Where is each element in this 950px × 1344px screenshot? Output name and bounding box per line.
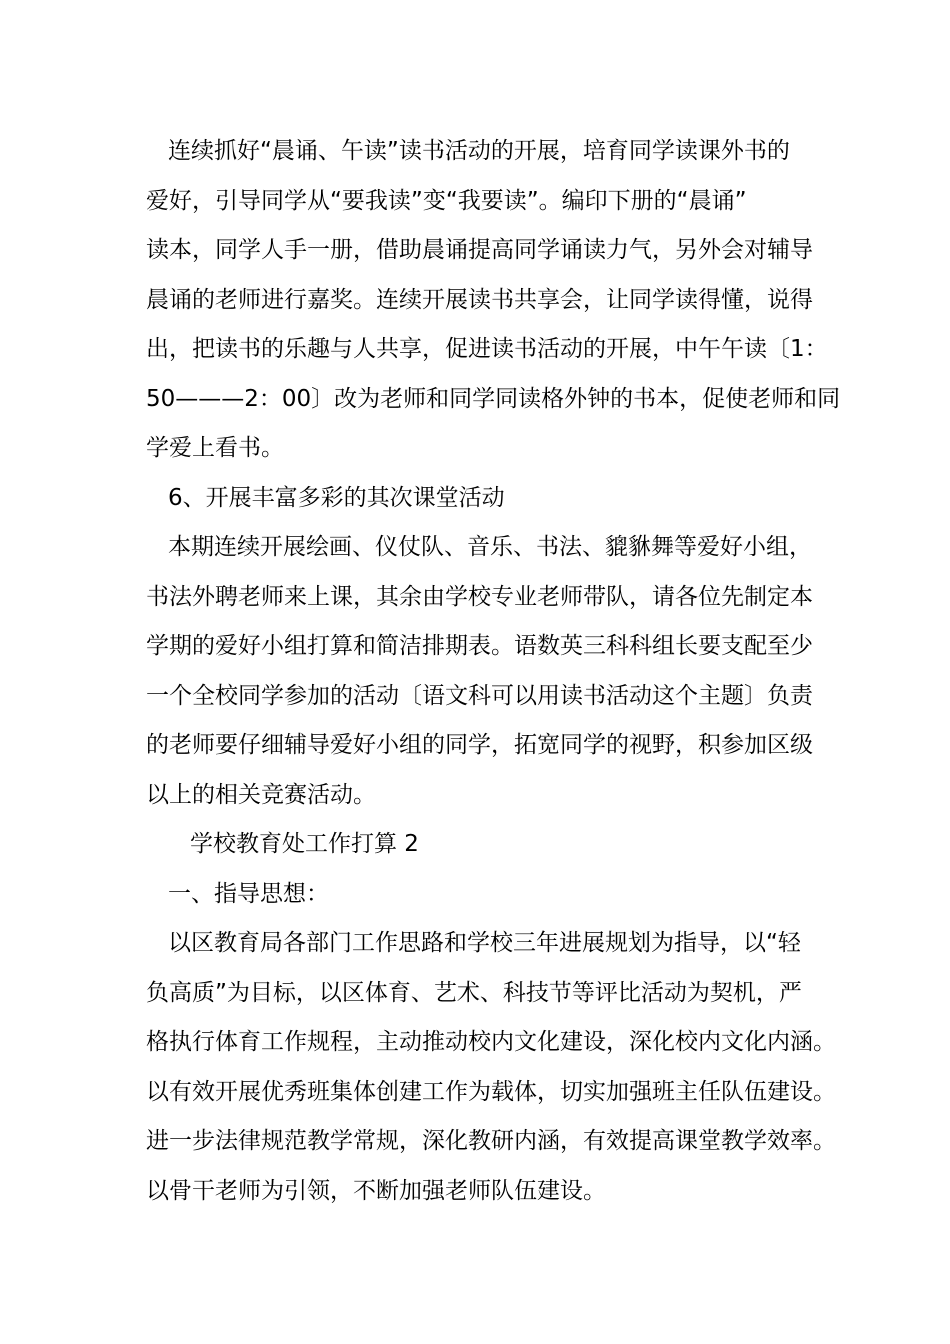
text-line: 出，把读书的乐趣与人共享，促进读书活动的开展，中午午读〔1： [146, 336, 828, 362]
text-line: 学爱上看书。 [146, 435, 284, 461]
text-line: 以上的相关竞赛活动。 [146, 781, 376, 808]
text-line: 以骨干老师为引领，不断加强老师队伍建设。 [146, 1177, 606, 1204]
text-line: 一个全校同学参加的活动〔语文科可以用读书活动这个主题〕负责 [146, 682, 813, 709]
text-line: 爱好，引导同学从“要我读”变“我要读”。编印下册的“晨诵” [146, 187, 747, 214]
section-heading-guiding-ideology [146, 870, 816, 920]
text-line: 晨诵的老师进行嘉奖。连续开展读书共享会，让同学读得懂，说得 [146, 286, 813, 313]
text-line: 本期连续开展绘画、仪仗队、音乐、书法、貔貅舞等爱好小组， [168, 534, 812, 560]
text-line: 学期的爱好小组打算和简洁排期表。语数英三科科组长要支配至少 [146, 633, 813, 659]
heading-line: 一、指导思想： [168, 880, 329, 907]
paragraph-reading-activities [146, 127, 841, 474]
text-line: 格执行体育工作规程，主动推动校内文化建设，深化校内文化内涵。 [146, 1029, 836, 1055]
text-line: 以有效开展优秀班集体创建工作为载体，切实加强班主任队伍建设。 [146, 1078, 836, 1105]
text-line: 50———2：00〕改为老师和同学同读格外钟的书本，促使老师和同 [146, 385, 841, 412]
paragraph-guiding-ideology [146, 919, 836, 1216]
text-line: 进一步法律规范教学常规，深化教研内涵，有效提高课堂教学效率。 [146, 1128, 836, 1154]
text-line: 读本，同学人手一册，借助晨诵提高同学诵读力气，另外会对辅导 [146, 237, 813, 263]
paragraph-interest-groups [146, 523, 816, 820]
text-line: 的老师要仔细辅导爱好小组的同学，拓宽同学的视野，积参加区级 [146, 732, 813, 758]
section-heading-6 [146, 474, 816, 524]
subtitle-line: 学校教育处工作打算 2 [190, 831, 419, 857]
heading-line: 6、开展丰富多彩的其次课堂活动 [168, 484, 505, 511]
text-line: 书法外聘老师来上课，其余由学校专业老师带队，请各位先制定本 [146, 583, 813, 610]
document-subtitle [146, 820, 816, 870]
text-line: 以区教育局各部门工作思路和学校三年进展规划为指导，以“轻 [168, 930, 801, 956]
text-line: 负高质”为目标，以区体育、艺术、科技节等评比活动为契机，严 [146, 979, 802, 1006]
text-line: 连续抓好“晨诵、午读”读书活动的开展，培育同学读课外书的 [168, 138, 790, 164]
document-body [146, 127, 841, 1216]
